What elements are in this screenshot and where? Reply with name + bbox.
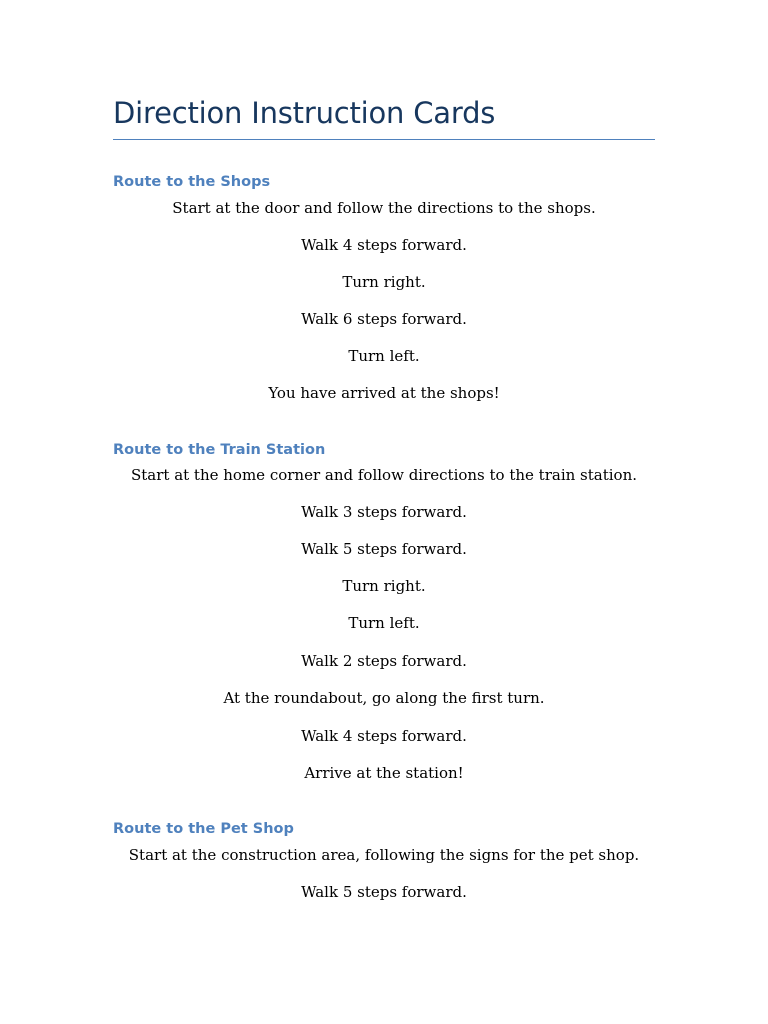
section-heading-pet-shop: Route to the Pet Shop bbox=[113, 821, 294, 837]
step-text: Walk 3 steps forward. bbox=[301, 503, 467, 521]
document-page bbox=[113, 0, 655, 1024]
section-heading-shops: Route to the Shops bbox=[113, 174, 271, 190]
document-title: Direction Instruction Cards bbox=[113, 96, 496, 130]
section-heading-train-station: Route to the Train Station bbox=[113, 442, 326, 458]
step-text: Turn right. bbox=[342, 273, 426, 291]
title-underline-rule bbox=[113, 139, 655, 140]
step-text: Turn left. bbox=[348, 614, 420, 632]
step-text: Turn right. bbox=[342, 577, 426, 595]
step-text: Walk 6 steps forward. bbox=[301, 310, 467, 328]
step-text: At the roundabout, go along the first turn. bbox=[223, 689, 545, 707]
step-text: Arrive at the station! bbox=[304, 764, 464, 782]
step-text: Turn left. bbox=[348, 347, 420, 365]
step-text: You have arrived at the shops! bbox=[268, 384, 500, 402]
step-text: Walk 5 steps forward. bbox=[301, 540, 467, 558]
step-text: Walk 4 steps forward. bbox=[301, 727, 467, 745]
step-text: Walk 5 steps forward. bbox=[301, 883, 467, 901]
step-text: Start at the door and follow the directions to the shops. bbox=[172, 199, 596, 217]
step-text: Walk 2 steps forward. bbox=[301, 652, 467, 670]
step-text: Start at the construction area, following the signs for the pet shop. bbox=[128, 846, 640, 864]
step-text: Start at the home corner and follow directions to the train station. bbox=[130, 466, 638, 484]
step-text: Walk 4 steps forward. bbox=[301, 236, 467, 254]
